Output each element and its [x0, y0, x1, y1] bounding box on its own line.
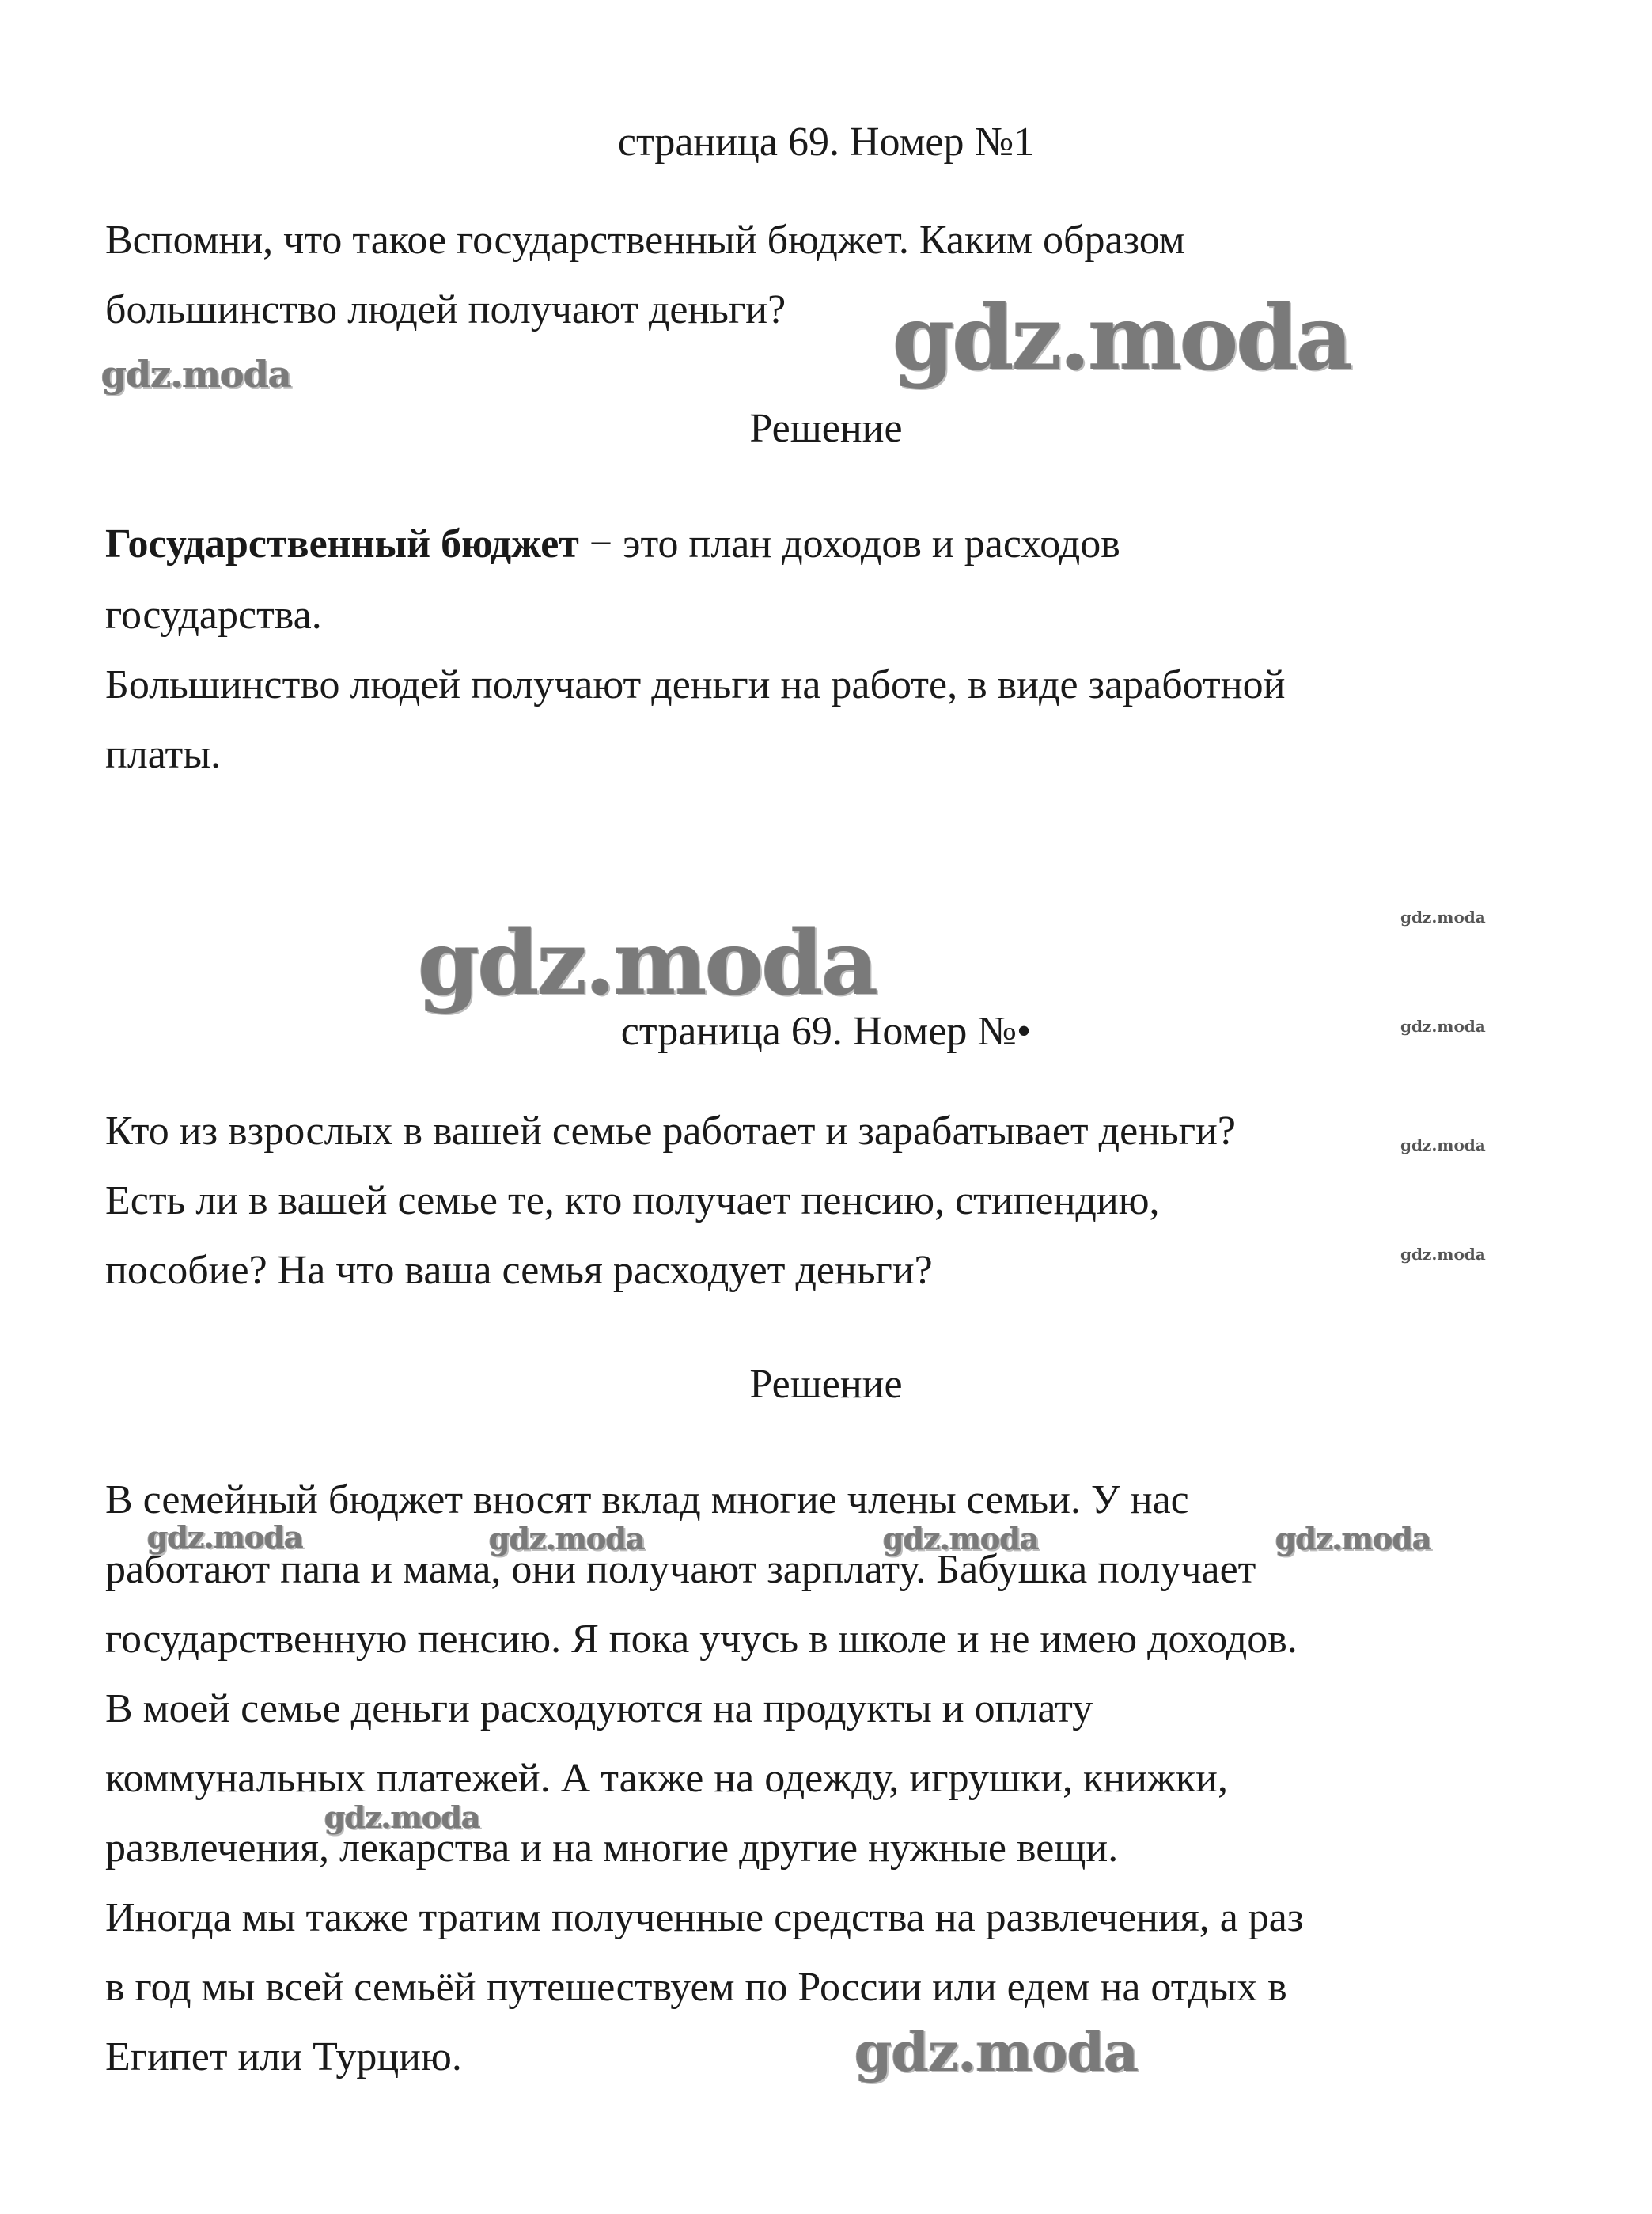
watermark-logo: gdz.moda: [854, 2021, 1139, 2084]
watermark-logo: gdz.moda: [883, 1521, 1039, 1556]
watermark-logo: gdz.moda: [1400, 1245, 1486, 1264]
task-1-header: страница 69. Номер №1: [617, 119, 1035, 165]
watermark-logo: gdz.moda: [892, 286, 1351, 390]
answer-definition: − это план доходов и расходов: [578, 521, 1120, 567]
task-1-question-line: большинство людей получают деньги?: [105, 287, 786, 332]
task-2-header: страница 69. Номер №•: [620, 1009, 1032, 1054]
watermark-logo: gdz.moda: [489, 1521, 645, 1556]
task-1-answer-line: государства.: [105, 593, 322, 638]
task-2-answer-line: в год мы всей семьёй путешествуем по России или едем на отдых в: [105, 1965, 1287, 2010]
task-2-question-line: пособие? На что ваша семья расходует деньги?: [105, 1248, 933, 1293]
watermark-logo: gdz.moda: [1400, 1017, 1486, 1036]
watermark-logo: gdz.moda: [101, 353, 291, 396]
task-2-answer-line: развлечения, лекарства и на многие другие нужные вещи.: [105, 1825, 1119, 1871]
task-1-solution-label: Решение: [749, 406, 903, 451]
task-2-answer-line: работают папа и мама, они получают зарплату. Бабушка получает: [105, 1547, 1256, 1592]
watermark-logo: gdz.moda: [418, 912, 877, 1015]
watermark-logo: gdz.moda: [147, 1519, 303, 1555]
task-2-answer-line: коммунальных платежей. А также на одежду, игрушки, книжки,: [105, 1756, 1228, 1801]
task-2-answer-line: В моей семье деньги расходуются на продукты и оплату: [105, 1686, 1093, 1731]
task-2-solution-label: Решение: [749, 1362, 903, 1407]
task-1-answer-line: платы.: [105, 732, 222, 777]
task-1-answer-line: Большинство людей получают деньги на работе, в виде заработной: [105, 662, 1286, 707]
task-2-answer-line: В семейный бюджет вносят вклад многие члены семьи. У нас: [105, 1477, 1189, 1522]
answer-term: Государственный бюджет: [105, 521, 579, 567]
task-2-question-line: Есть ли в вашей семье те, кто получает пенсию, стипендию,: [105, 1178, 1160, 1223]
watermark-logo: gdz.moda: [1400, 908, 1486, 927]
task-2-answer-line: Египет или Турцию.: [105, 2034, 462, 2079]
task-2-answer-line: государственную пенсию. Я пока учусь в школе и не имею доходов.: [105, 1617, 1298, 1662]
task-1-question-line: Вспомни, что такое государственный бюджет. Каким образом: [105, 218, 1185, 263]
task-2-question-line: Кто из взрослых в вашей семье работает и зарабатывает деньги?: [105, 1109, 1236, 1154]
watermark-logo: gdz.moda: [1400, 1135, 1486, 1154]
watermark-logo: gdz.moda: [1275, 1521, 1431, 1556]
task-2-answer-line: Иногда мы также тратим полученные средства на развлечения, а раз: [105, 1895, 1304, 1940]
task-1-answer-line: [105, 519, 1120, 570]
watermark-logo: gdz.moda: [324, 1799, 480, 1835]
